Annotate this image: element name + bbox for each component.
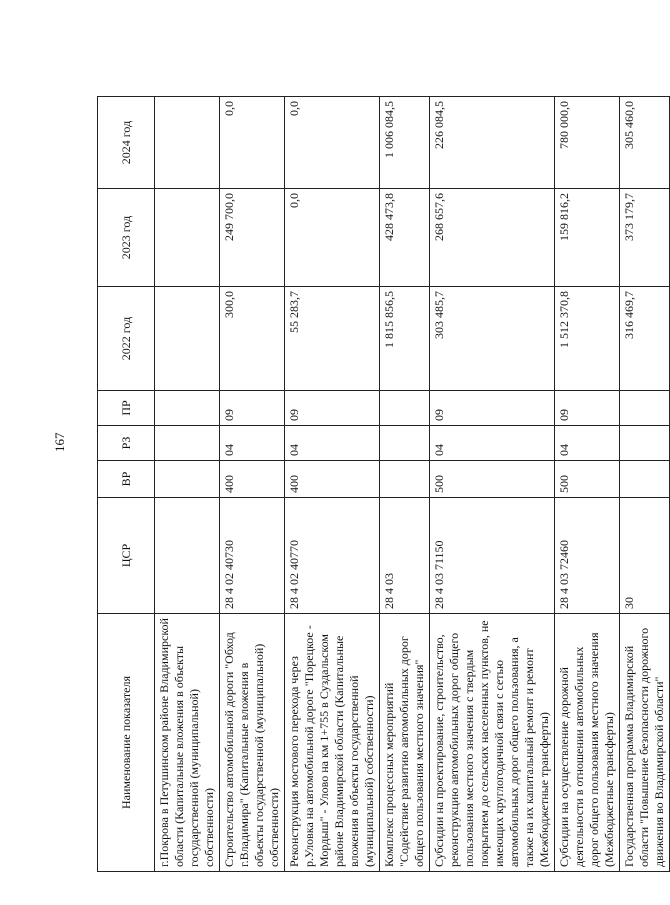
cell-pr: 09 — [220, 391, 285, 426]
cell-vr — [155, 461, 220, 498]
cell-name: Комплекс процессных мероприятий "Содействие развитию автомобильных дорог общего пользования местного значения" — [380, 614, 430, 872]
cell-csr: 28 4 02 40730 — [220, 498, 285, 614]
cell-vr — [620, 461, 670, 498]
cell-pr: 09 — [555, 391, 620, 426]
cell-csr: 30 — [620, 498, 670, 614]
cell-vr — [380, 461, 430, 498]
cell-csr: 28 4 03 72460 — [555, 498, 620, 614]
cell-rz: 04 — [555, 426, 620, 461]
cell-pr — [620, 391, 670, 426]
cell-rz — [620, 426, 670, 461]
cell-csr: 28 4 02 40770 — [285, 498, 380, 614]
cell-2024: 0,0 — [285, 97, 380, 189]
cell-rz — [380, 426, 430, 461]
cell-2023: 249 700,0 — [220, 189, 285, 287]
cell-pr: 09 — [430, 391, 555, 426]
header-vr: ВР — [98, 461, 155, 498]
header-2022: 2022 год — [98, 287, 155, 391]
cell-name: Государственная программа Владимирской области "Повышение безопасности дорожного движения во Владимирской области" — [620, 614, 670, 872]
header-2023: 2023 год — [98, 189, 155, 287]
header-pr: ПР — [98, 391, 155, 426]
cell-2024: 0,0 — [220, 97, 285, 189]
cell-csr — [155, 498, 220, 614]
cell-2023: 373 179,7 — [620, 189, 670, 287]
budget-table-sheet — [97, 97, 666, 872]
cell-2024: 226 084,5 — [430, 97, 555, 189]
table-row — [555, 97, 620, 872]
cell-2024: 780 000,0 — [555, 97, 620, 189]
header-2024: 2024 год — [98, 97, 155, 189]
cell-pr: 09 — [285, 391, 380, 426]
cell-2022: 316 469,7 — [620, 287, 670, 391]
cell-vr: 500 — [430, 461, 555, 498]
cell-2023 — [155, 189, 220, 287]
table-row — [285, 97, 380, 872]
cell-vr: 400 — [285, 461, 380, 498]
cell-2024 — [155, 97, 220, 189]
cell-name: Строительство автомобильной дороги "Обход г.Владимира" (Капитальные вложения в объекты государственной (муниципальной) собственности) — [220, 614, 285, 872]
cell-2023: 268 657,6 — [430, 189, 555, 287]
cell-2023: 428 473,8 — [380, 189, 430, 287]
table-row — [220, 97, 285, 872]
cell-2022: 303 485,7 — [430, 287, 555, 391]
cell-2022: 55 283,7 — [285, 287, 380, 391]
cell-2022 — [155, 287, 220, 391]
budget-table — [97, 96, 670, 872]
cell-name: г.Покрова в Петушинском районе Владимирской области (Капитальные вложения в объекты государственной (муниципальной) собственности) — [155, 614, 220, 872]
table-row — [380, 97, 430, 872]
cell-2022: 300,0 — [220, 287, 285, 391]
header-rz: РЗ — [98, 426, 155, 461]
cell-rz: 04 — [430, 426, 555, 461]
cell-vr: 400 — [220, 461, 285, 498]
cell-csr: 28 4 03 — [380, 498, 430, 614]
cell-name: Реконструкция мостового перехода через р.Уловка на автомобильной дороге "Порецкое - Мордыш" - Улово на км 1+755 в Суздальском районе Владимирской области (Капитальные вложения в объекты государственной (муниципальной) собственности) — [285, 614, 380, 872]
page-number: 167 — [52, 432, 67, 452]
cell-csr: 28 4 03 71150 — [430, 498, 555, 614]
cell-2024: 1 006 084,5 — [380, 97, 430, 189]
cell-2022: 1 815 856,5 — [380, 287, 430, 391]
cell-name: Субсидии на осуществление дорожной деятельности в отношении автомобильных дорог общего пользования местного значения (Межбюджетные трансферты) — [555, 614, 620, 872]
table-row — [620, 97, 670, 872]
table-row — [155, 97, 220, 872]
cell-rz: 04 — [220, 426, 285, 461]
header-name: Наименование показателя — [98, 614, 155, 872]
cell-2023: 159 816,2 — [555, 189, 620, 287]
cell-rz: 04 — [285, 426, 380, 461]
cell-pr — [155, 391, 220, 426]
cell-rz — [155, 426, 220, 461]
cell-pr — [380, 391, 430, 426]
table-row — [430, 97, 555, 872]
header-csr: ЦСР — [98, 498, 155, 614]
cell-2024: 305 460,0 — [620, 97, 670, 189]
cell-vr: 500 — [555, 461, 620, 498]
cell-name: Субсидии на проектирование, строительство, реконструкцию автомобильных дорог общего пользования местного значения с твердым покрытием до сельских населенных пунктов, не имеющих круглогодичной связи с сетью автомобильных дорог общего пользования, а также на их капитальный ремонт и ремонт (Межбюджетные трансферты) — [430, 614, 555, 872]
cell-2023: 0,0 — [285, 189, 380, 287]
table-header-row — [98, 97, 155, 872]
cell-2022: 1 512 370,8 — [555, 287, 620, 391]
